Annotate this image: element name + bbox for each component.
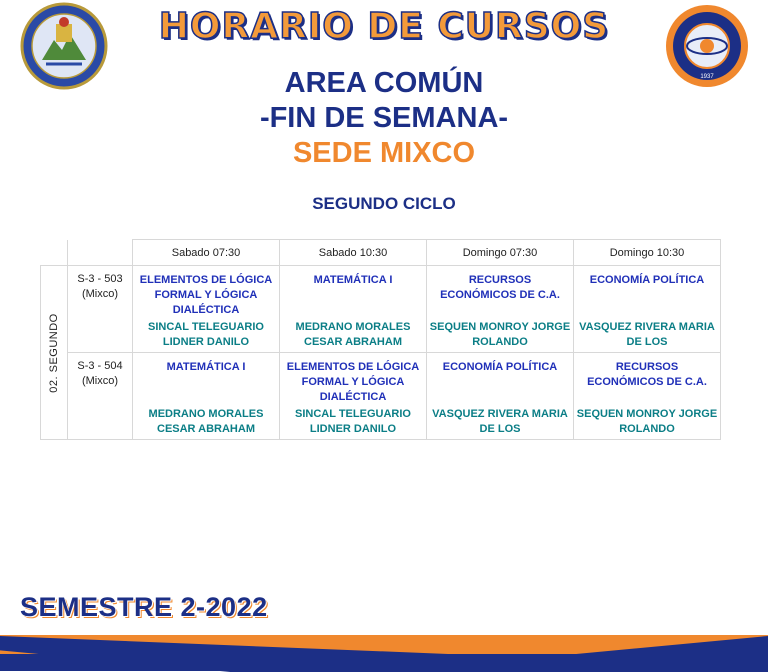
professor-name: MEDRANO MORALES CESAR ABRAHAM <box>295 321 411 348</box>
professor-name: SEQUEN MONROY JORGE ROLANDO <box>429 321 571 348</box>
course-name: ELEMENTOS DE LÓGICA FORMAL Y LÓGICA DIALÉCTICA <box>286 361 420 403</box>
course-cell <box>427 353 574 440</box>
table-row <box>41 266 721 353</box>
cycle-title: SEGUNDO CICLO <box>312 194 456 213</box>
professor-name: MEDRANO MORALES CESAR ABRAHAM <box>148 408 264 435</box>
course-cell <box>427 266 574 353</box>
column-header: Domingo 10:30 <box>574 240 721 266</box>
course-name: ELEMENTOS DE LÓGICA FORMAL Y LÓGICA DIALÉCTICA <box>139 274 273 316</box>
course-name: RECURSOS ECONÓMICOS DE C.A. <box>587 361 707 388</box>
column-header: Sabado 07:30 <box>133 240 280 266</box>
course-cell <box>280 266 427 353</box>
faculty-year-text: 1937 <box>700 74 714 80</box>
page-title: HORARIO DE CURSOS <box>158 6 610 47</box>
group-code: S-3 - 504 <box>77 360 123 372</box>
professor-name: VASQUEZ RIVERA MARIA DE LOS <box>579 321 715 348</box>
course-cell <box>280 353 427 440</box>
professor-name: SINCAL TELEGUARIO LIDNER DANILO <box>295 408 411 435</box>
course-cell <box>133 353 280 440</box>
course-name: ECONOMÍA POLÍTICA <box>442 361 558 373</box>
semester-footer-title: SEMESTRE 2-2022 <box>20 592 268 622</box>
course-name: ECONOMÍA POLÍTICA <box>589 274 705 286</box>
professor-name: SINCAL TELEGUARIO LIDNER DANILO <box>148 321 264 348</box>
group-code: S-3 - 503 <box>77 273 123 285</box>
course-name: MATEMÁTICA I <box>313 274 393 286</box>
semester-cell <box>41 266 68 440</box>
course-cell <box>574 266 721 353</box>
semester-label: 02. SEGUNDO <box>48 312 60 393</box>
group-cell <box>68 266 133 353</box>
schedule-type-title: -FIN DE SEMANA- <box>259 102 509 134</box>
schedule-table <box>40 239 721 440</box>
group-cell <box>68 353 133 440</box>
column-header: Sabado 10:30 <box>280 240 427 266</box>
table-row <box>41 353 721 440</box>
professor-name: VASQUEZ RIVERA MARIA DE LOS <box>432 408 568 435</box>
course-cell <box>133 266 280 353</box>
group-location: (Mixco) <box>81 375 119 387</box>
area-title: AREA COMÚN <box>284 67 484 99</box>
professor-name: SEQUEN MONROY JORGE ROLANDO <box>576 408 718 435</box>
group-location: (Mixco) <box>81 288 119 300</box>
column-header: Domingo 07:30 <box>427 240 574 266</box>
table-header-row <box>41 240 721 266</box>
course-name: MATEMÁTICA I <box>166 361 246 373</box>
footer-blue-base <box>0 654 768 671</box>
course-name: RECURSOS ECONÓMICOS DE C.A. <box>440 274 560 301</box>
course-cell <box>574 353 721 440</box>
campus-title: SEDE MIXCO <box>292 137 476 169</box>
